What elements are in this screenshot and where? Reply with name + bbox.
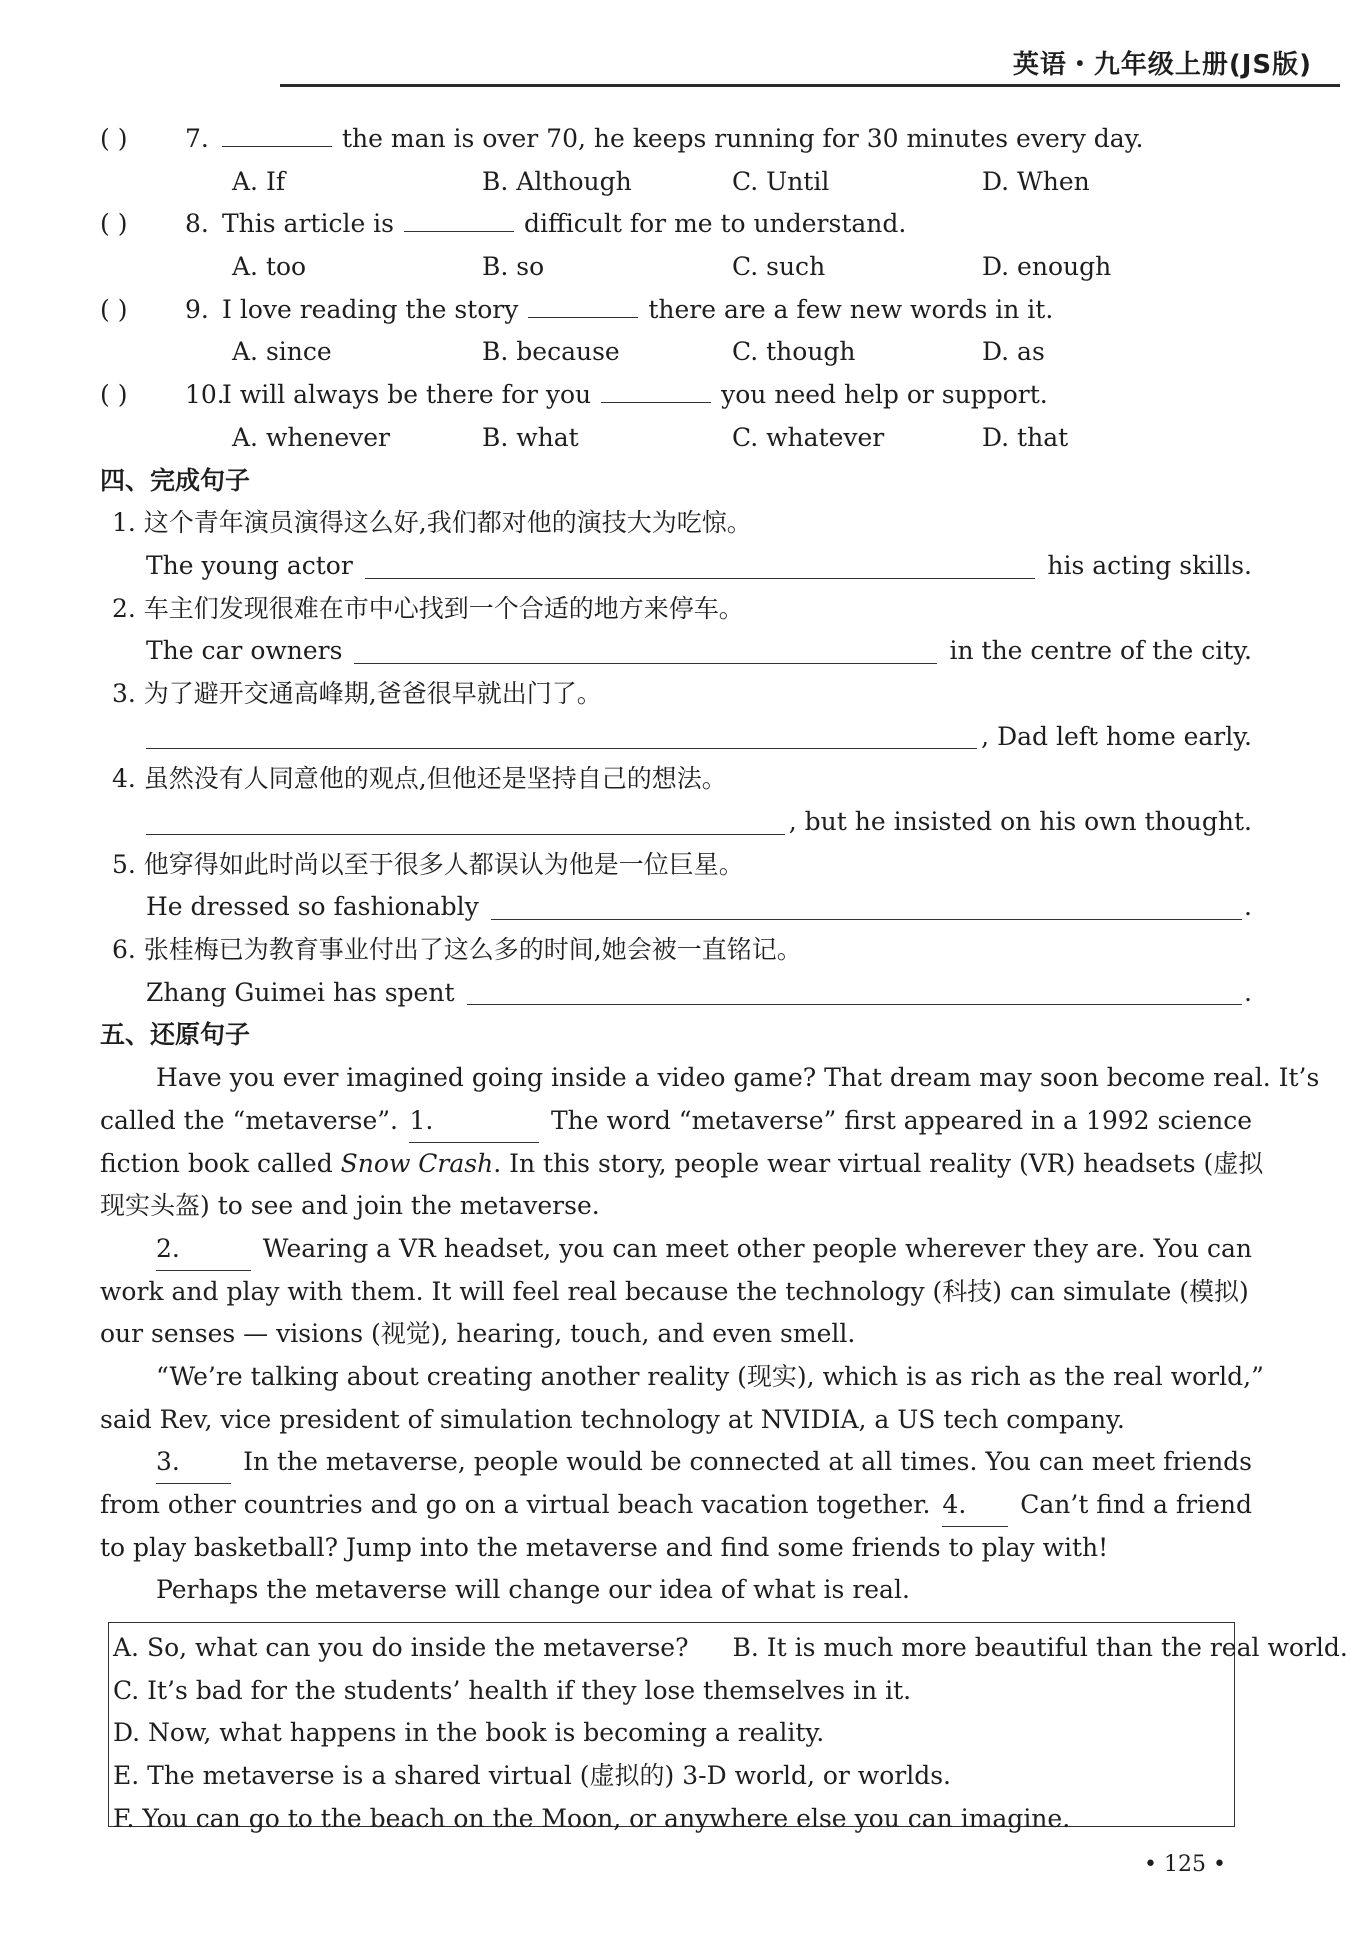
header-title: 英语・九年级上册(JS版) bbox=[1012, 50, 1312, 80]
sentence-chinese: 5. 他穿得如此时尚以至于很多人都误认为他是一位巨星。 bbox=[112, 849, 744, 879]
passage-paragraph-3 bbox=[100, 1356, 1264, 1441]
question-number: 8. bbox=[185, 209, 209, 239]
passage-text: Have you ever imagined going inside a video game? That dream may soon become real. It’s bbox=[156, 1063, 1320, 1093]
blank-4: 4. bbox=[942, 1484, 1008, 1527]
answer-line bbox=[365, 578, 1036, 579]
option-a: A. since bbox=[232, 337, 332, 367]
question-text-before: I will always be there for you bbox=[222, 380, 592, 410]
question-text-before: This article is bbox=[222, 209, 395, 239]
passage-text: fiction book called bbox=[100, 1148, 333, 1178]
answer-paren: ( ) bbox=[100, 124, 128, 153]
option-d: D. Now, what happens in the book is becoming a reality. bbox=[113, 1718, 825, 1748]
sentence-chinese: 4. 虽然没有人同意他的观点,但他还是坚持自己的想法。 bbox=[112, 764, 727, 794]
question-number: 10. bbox=[185, 380, 225, 410]
section-heading-complete-sentences: 四、完成句子 bbox=[100, 465, 251, 495]
answer-line bbox=[354, 663, 937, 664]
section-heading-restore-sentences: 五、还原句子 bbox=[100, 1020, 251, 1050]
answer-paren: ( ) bbox=[100, 380, 128, 410]
sentence-item-4 bbox=[100, 758, 1252, 843]
page-number: • 125 • bbox=[1144, 1852, 1226, 1877]
option-b: B. what bbox=[482, 422, 579, 452]
answer-line bbox=[467, 1004, 1243, 1005]
question-text-after: there are a few new words in it. bbox=[648, 294, 1054, 324]
passage-text: said Rev, vice president of simulation technology at NVIDIA, a US tech company. bbox=[100, 1404, 1125, 1434]
answer-paren: ( ) bbox=[100, 209, 128, 239]
answer-blank bbox=[528, 295, 638, 318]
question-text-after: the man is over 70, he keeps running for 30 minutes every day. bbox=[342, 124, 1144, 153]
option-b: B. because bbox=[482, 337, 620, 367]
option-c: C. It’s bad for the students’ health if they lose themselves in it. bbox=[113, 1675, 912, 1705]
sentence-tail: his acting skills. bbox=[1047, 550, 1252, 580]
sentence-lead: The young actor bbox=[146, 550, 353, 580]
sentence-lead: He dressed so fashionably bbox=[146, 892, 479, 922]
sentence-lead: The car owners bbox=[146, 636, 343, 666]
sentence-tail: in the centre of the city. bbox=[949, 636, 1252, 666]
option-c: C. whatever bbox=[732, 422, 885, 452]
content bbox=[100, 118, 1320, 1612]
sentence-lead: Zhang Guimei has spent bbox=[146, 977, 455, 1007]
sentence-item-6 bbox=[100, 929, 1252, 1014]
question-text-after: you need help or support. bbox=[721, 380, 1048, 410]
passage-text: our senses — visions (视觉), hearing, touch, and even smell. bbox=[100, 1319, 856, 1349]
option-b: B. Although bbox=[482, 166, 632, 196]
mc-question-10 bbox=[100, 374, 1252, 459]
sentence-tail: . bbox=[1244, 977, 1252, 1007]
option-b: B. so bbox=[482, 252, 545, 282]
option-c: C. such bbox=[732, 252, 826, 282]
passage-text: . In this story, people wear virtual reality (VR) headsets (虚拟 bbox=[493, 1148, 1264, 1178]
option-e: E. The metaverse is a shared virtual (虚拟的) 3-D world, or worlds. bbox=[113, 1761, 951, 1791]
option-f: F. You can go to the beach on the Moon, or anywhere else you can imagine. bbox=[113, 1803, 1071, 1833]
option-a: A. So, what can you do inside the metaverse? bbox=[113, 1633, 689, 1662]
sentence-item-3 bbox=[100, 673, 1252, 758]
option-d: D. that bbox=[982, 422, 1069, 452]
option-d: D. enough bbox=[982, 252, 1112, 282]
passage-text: to play basketball? Jump into the metaverse and find some friends to play with! bbox=[100, 1532, 1109, 1562]
passage-paragraph-4 bbox=[100, 1441, 1252, 1569]
answer-blank bbox=[404, 209, 514, 232]
answer-line bbox=[146, 834, 785, 835]
header-rule bbox=[280, 84, 1340, 87]
sentence-chinese: 3. 为了避开交通高峰期,爸爸很早就出门了。 bbox=[112, 678, 602, 708]
option-c: C. though bbox=[732, 337, 856, 367]
passage-text: 现实头盔) to see and join the metaverse. bbox=[100, 1191, 600, 1221]
mc-question-9 bbox=[100, 289, 1252, 374]
question-text-after: difficult for me to understand. bbox=[524, 209, 907, 239]
answer-line bbox=[491, 919, 1242, 920]
option-c: C. Until bbox=[732, 166, 830, 196]
mc-question-7 bbox=[100, 118, 1252, 203]
option-d: D. When bbox=[982, 166, 1090, 196]
blank-2: 2. bbox=[156, 1228, 251, 1271]
sentence-tail: , Dad left home early. bbox=[981, 721, 1252, 751]
passage-paragraph-1 bbox=[100, 1057, 1320, 1228]
option-d: D. as bbox=[982, 337, 1045, 367]
book-title: Snow Crash bbox=[340, 1148, 494, 1178]
sentence-chinese: 1. 这个青年演员演得这么好,我们都对他的演技大为吃惊。 bbox=[112, 508, 752, 538]
sentence-item-5 bbox=[100, 844, 1252, 929]
sentence-item-1 bbox=[100, 502, 1252, 587]
answer-paren: ( ) bbox=[100, 294, 128, 324]
passage-text: work and play with them. It will feel real because the technology (科技) can simulate (模拟) bbox=[100, 1276, 1249, 1306]
mc-question-8 bbox=[100, 203, 1252, 288]
passage-paragraph-2 bbox=[100, 1228, 1252, 1356]
option-a: A. too bbox=[232, 252, 307, 282]
option-a: A. If bbox=[232, 166, 286, 196]
passage-text: called the “metaverse”. bbox=[100, 1105, 398, 1135]
question-number: 9. bbox=[185, 294, 209, 324]
sentence-chinese: 2. 车主们发现很难在市中心找到一个合适的地方来停车。 bbox=[112, 593, 744, 623]
answer-line bbox=[146, 748, 977, 749]
sentence-item-2 bbox=[100, 588, 1252, 673]
passage-text: In the metaverse, people would be connected at all times. You can meet friends bbox=[243, 1447, 1252, 1477]
passage-text: Wearing a VR headset, you can meet other people wherever they are. You can bbox=[262, 1233, 1252, 1263]
question-text-before: I love reading the story bbox=[222, 294, 519, 324]
options-box bbox=[108, 1622, 1348, 1833]
answer-blank bbox=[222, 124, 332, 147]
option-a: A. whenever bbox=[232, 422, 391, 452]
blank-1: 1. bbox=[409, 1100, 539, 1143]
passage-text: “We’re talking about creating another reality (现实), which is as rich as the real world,” bbox=[156, 1361, 1264, 1391]
passage-text: The word “metaverse” first appeared in a 1992 science bbox=[550, 1105, 1252, 1135]
sentence-tail: , but he insisted on his own thought. bbox=[788, 806, 1252, 836]
passage-paragraph-5: Perhaps the metaverse will change our idea of what is real. bbox=[156, 1575, 910, 1605]
sentence-chinese: 6. 张桂梅已为教育事业付出了这么多的时间,她会被一直铭记。 bbox=[112, 935, 802, 965]
answer-blank bbox=[601, 380, 711, 403]
question-number: 7. bbox=[185, 124, 209, 153]
option-b: B. It is much more beautiful than the real world. bbox=[732, 1633, 1348, 1662]
passage-text: Can’t find a friend bbox=[1020, 1490, 1252, 1519]
sentence-tail: . bbox=[1244, 892, 1252, 922]
blank-3: 3. bbox=[156, 1441, 231, 1484]
passage-text: from other countries and go on a virtual beach vacation together. bbox=[100, 1490, 931, 1519]
